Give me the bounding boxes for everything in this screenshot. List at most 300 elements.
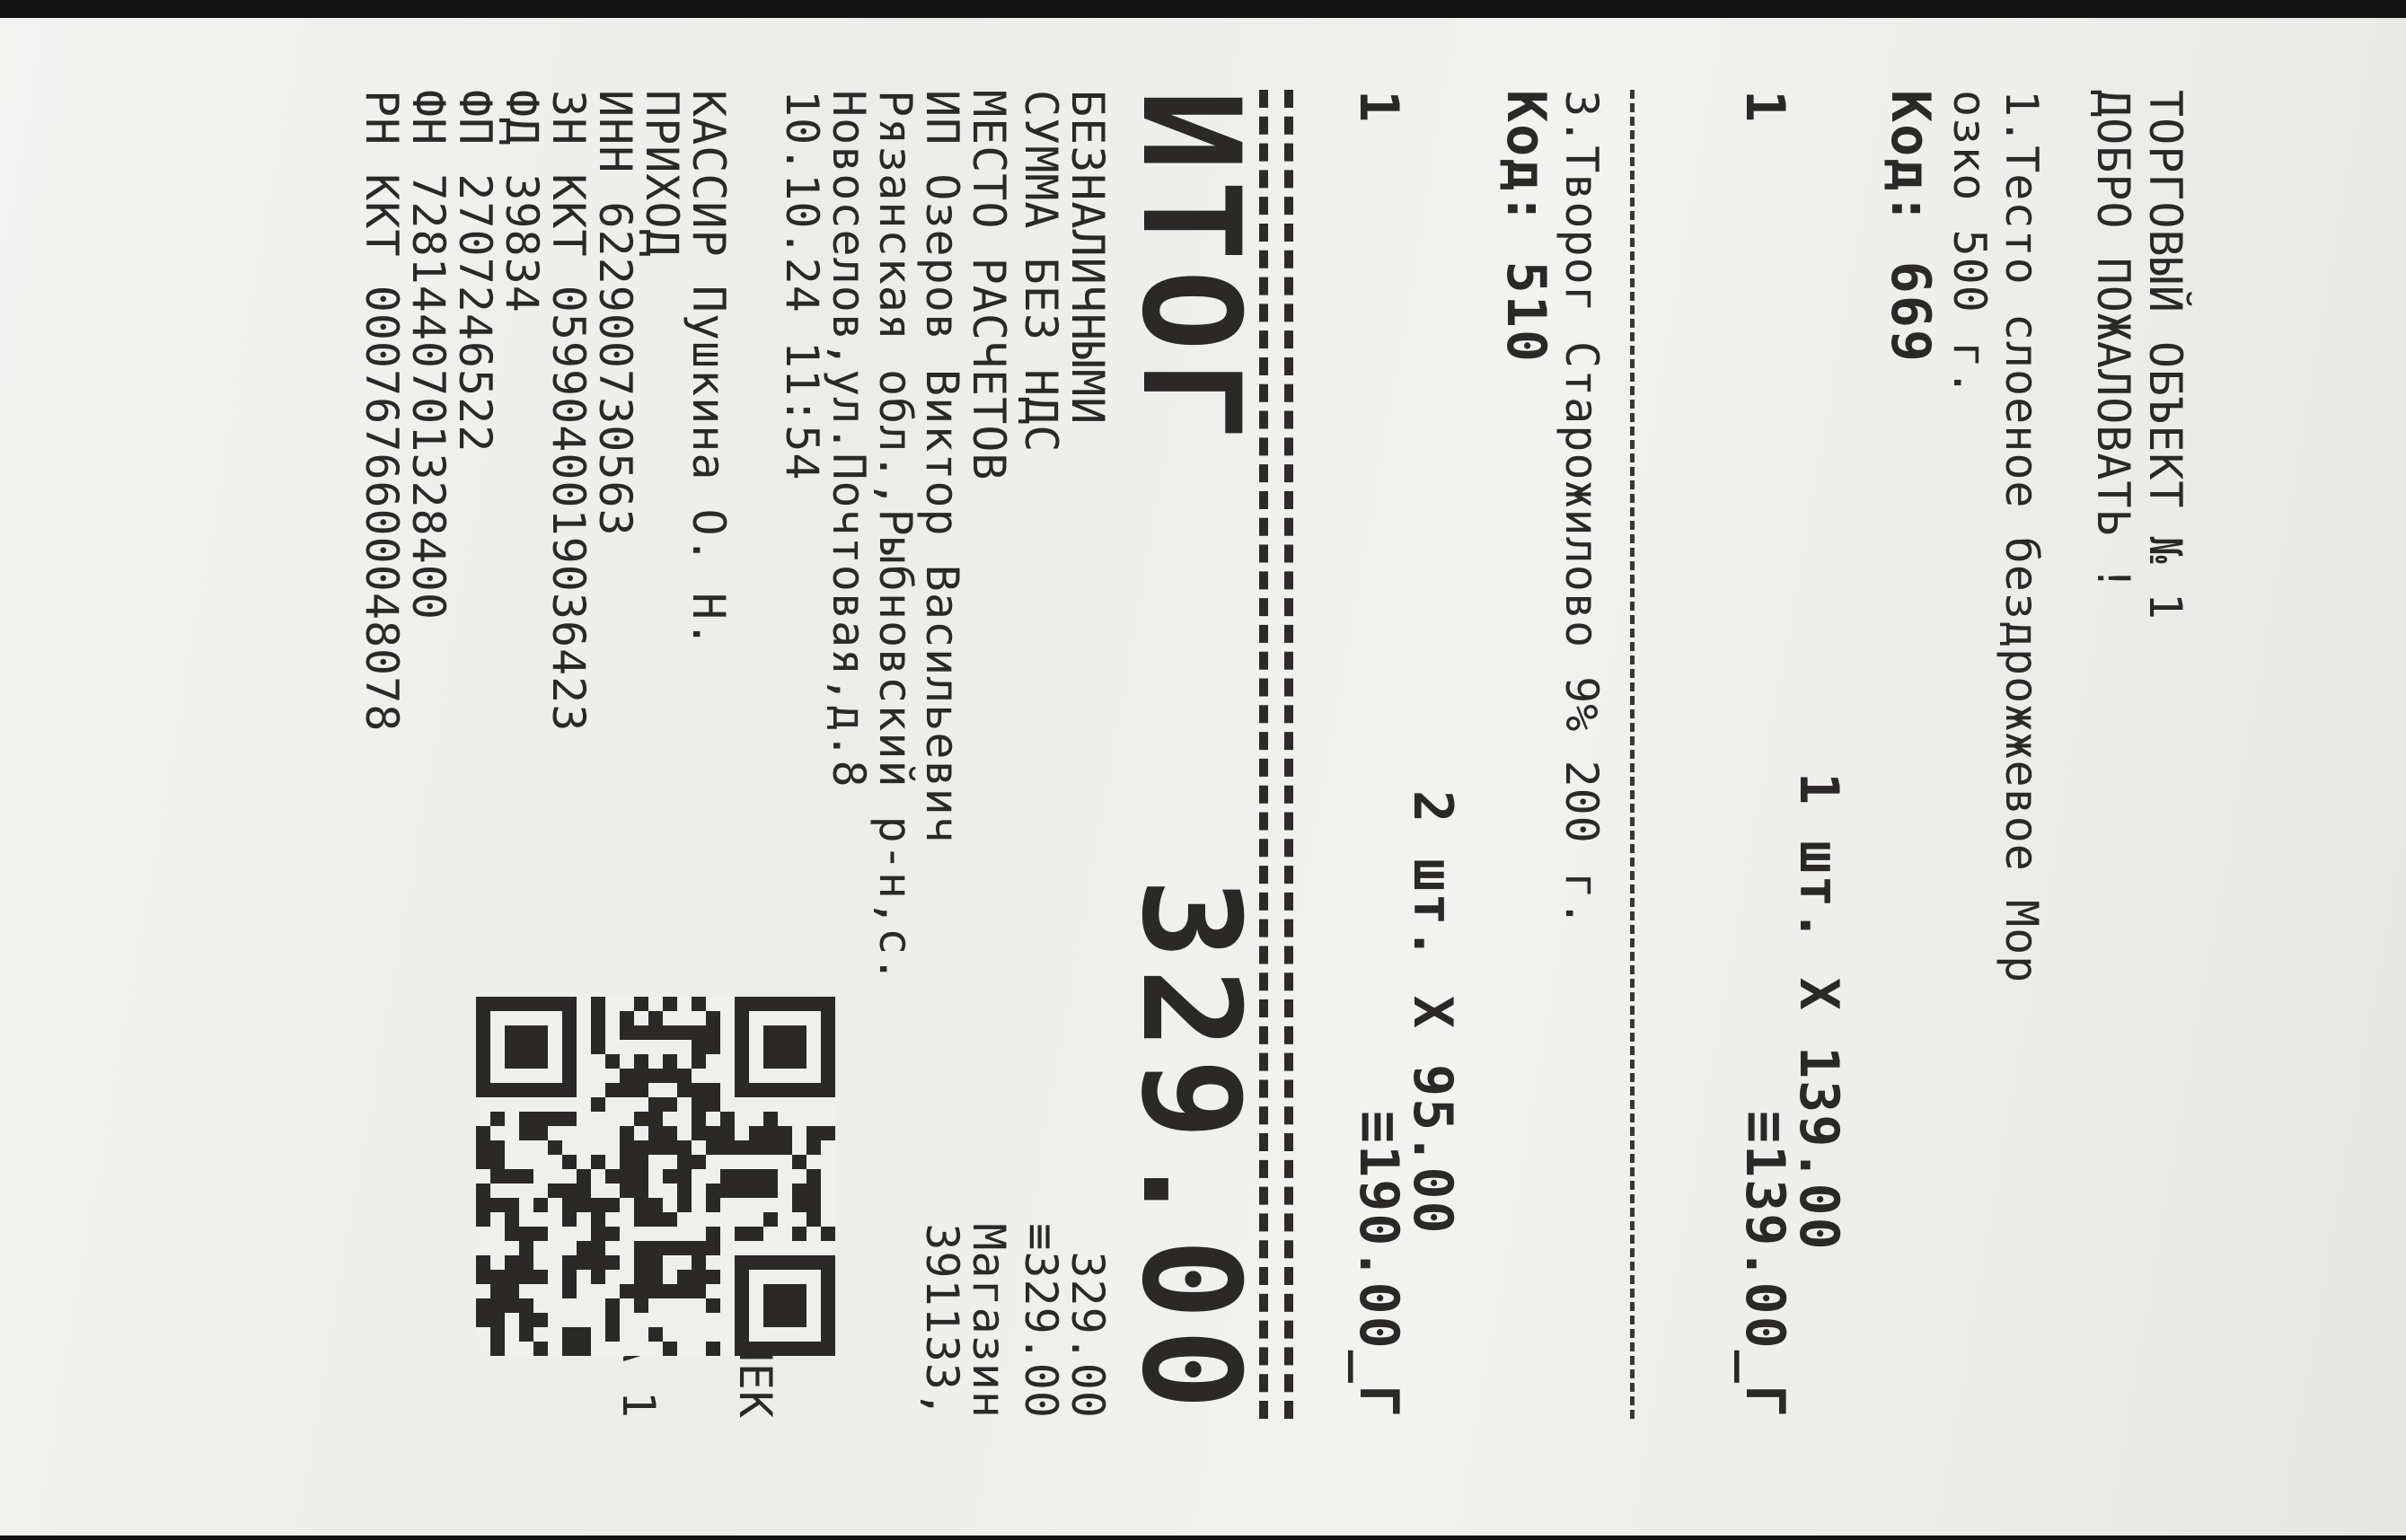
qr-module [749, 1227, 763, 1241]
qr-module [749, 997, 763, 1011]
item-1-index: 1 [1733, 90, 1796, 125]
qr-module [821, 1069, 835, 1083]
qr-module [648, 1241, 663, 1255]
qr-module [476, 1212, 490, 1227]
divider-bold [1284, 90, 1293, 1419]
qr-module [692, 1025, 706, 1040]
qr-module [792, 1083, 806, 1097]
qr-module [821, 1227, 835, 1241]
cashless-value: 329.00 [1062, 1251, 1114, 1419]
qr-module [591, 1025, 605, 1040]
qr-module [735, 1011, 749, 1025]
qr-module [692, 1255, 706, 1270]
qr-module [663, 1126, 677, 1140]
qr-module [519, 1025, 533, 1040]
qr-module [706, 1040, 720, 1054]
qr-module [735, 997, 749, 1011]
qr-module [519, 1054, 533, 1069]
qr-module [519, 1241, 533, 1255]
qr-module [634, 1270, 648, 1284]
qr-module [577, 1255, 591, 1270]
qr-module [735, 1342, 749, 1356]
qr-module [821, 1025, 835, 1040]
qr-module [620, 1184, 634, 1198]
item-1-name-line-2: озко 500 г. [1943, 90, 1996, 398]
qr-module [648, 1212, 663, 1227]
qr-module [692, 1097, 706, 1112]
qr-module [519, 1169, 533, 1184]
qr-module [692, 1155, 706, 1169]
operation: ПРИХОД [636, 90, 688, 258]
qr-module [692, 1054, 706, 1069]
qr-module [562, 1025, 577, 1040]
qr-module [663, 1241, 677, 1255]
qr-module [634, 1155, 648, 1169]
qr-module [519, 1112, 533, 1126]
qr-module [706, 1342, 720, 1356]
qr-module [605, 1054, 620, 1069]
qr-module [792, 1313, 806, 1327]
qr-module [505, 1212, 519, 1227]
qr-module [792, 1040, 806, 1054]
qr-module [519, 1255, 533, 1270]
qr-module [634, 1198, 648, 1212]
qr-module [677, 1155, 692, 1169]
qr-module [677, 1169, 692, 1184]
qr-module [778, 1284, 792, 1298]
qr-module [821, 1126, 835, 1140]
qr-module [577, 1184, 591, 1198]
qr-module [490, 1313, 505, 1327]
rn-kkt: РН ККТ 0007676600048078 [356, 90, 408, 733]
qr-module [778, 1040, 792, 1054]
qr-module [476, 1054, 490, 1069]
qr-module [806, 997, 821, 1011]
qr-module [476, 1298, 490, 1313]
qr-module [505, 1270, 519, 1284]
qr-module [490, 1298, 505, 1313]
qr-module [692, 1112, 706, 1126]
qr-module [720, 1184, 735, 1198]
qr-module [605, 1298, 620, 1313]
qr-module [634, 997, 648, 1011]
qr-module [476, 1255, 490, 1270]
qr-module [605, 1169, 620, 1184]
qr-module [476, 1083, 490, 1097]
divider [1630, 90, 1635, 1419]
qr-module [692, 1284, 706, 1298]
qr-module [620, 1083, 634, 1097]
qr-module [706, 1126, 720, 1140]
qr-module [749, 1184, 763, 1198]
qr-module [778, 1255, 792, 1270]
qr-module [763, 1284, 778, 1298]
qr-module [706, 1184, 720, 1198]
header-line-1: ТОРГОВЫЙ ОБЪЕКТ № 1 [2139, 90, 2191, 620]
qr-module [749, 1342, 763, 1356]
qr-module [677, 1069, 692, 1083]
qr-module [634, 1025, 648, 1040]
qr-module [562, 1155, 577, 1169]
item-2-code: Код: 510 [1494, 90, 1557, 364]
qr-module [706, 1011, 720, 1025]
owner: ИП Озеров Виктор Васильевич [916, 90, 968, 844]
qr-module [476, 997, 490, 1011]
qr-module [763, 1342, 778, 1356]
qr-module [763, 1184, 778, 1198]
qr-module [490, 1342, 505, 1356]
qr-module [505, 1054, 519, 1069]
datetime: 10.10.24 11:54 [776, 90, 828, 481]
qr-module [806, 1083, 821, 1097]
qr-module [476, 1025, 490, 1040]
qr-module [591, 1040, 605, 1054]
qr-module [591, 1097, 605, 1112]
qr-module [763, 1126, 778, 1140]
qr-module [806, 1169, 821, 1184]
qr-module [634, 1112, 648, 1126]
qr-module [490, 1270, 505, 1284]
qr-module [634, 1255, 648, 1270]
fn: ФН 7281440701328400 [402, 90, 454, 620]
qr-module [476, 1126, 490, 1140]
qr-module [735, 1169, 749, 1184]
qr-module [821, 1011, 835, 1025]
qr-module [634, 1083, 648, 1097]
qr-module [792, 1155, 806, 1169]
qr-module [663, 1212, 677, 1227]
qr-module [533, 1040, 548, 1054]
qr-module [763, 1169, 778, 1184]
qr-module [533, 1054, 548, 1069]
qr-module [648, 1126, 663, 1140]
qr-module [562, 1255, 577, 1270]
qr-module [562, 1054, 577, 1069]
qr-module [620, 1169, 634, 1184]
qr-module [692, 1126, 706, 1140]
qr-module [763, 1313, 778, 1327]
qr-module [706, 1025, 720, 1040]
qr-module [720, 1169, 735, 1184]
qr-module [505, 1284, 519, 1298]
qr-module [562, 1342, 577, 1356]
qr-module [490, 1198, 505, 1212]
fiscal-qr-code [476, 997, 835, 1356]
qr-module [591, 1241, 605, 1255]
qr-module [519, 1313, 533, 1327]
qr-module [591, 1270, 605, 1284]
total-value: 329.00 [1112, 878, 1268, 1419]
qr-module [577, 1198, 591, 1212]
qr-module [720, 1140, 735, 1155]
qr-module [562, 1270, 577, 1284]
item-2-total: ≡190.00_Г [1347, 1110, 1410, 1419]
qr-module [749, 1126, 763, 1140]
total-label: ИТОГ [1112, 90, 1268, 451]
qr-module [735, 1069, 749, 1083]
qr-module [605, 1327, 620, 1342]
qr-module [548, 1140, 562, 1155]
qr-module [519, 1270, 533, 1284]
qr-module [476, 1011, 490, 1025]
qr-module [476, 1040, 490, 1054]
qr-module [763, 1054, 778, 1069]
qr-module [505, 1083, 519, 1097]
header-line-2: ДОБРО ПОЖАЛОВАТЬ ! [2087, 90, 2139, 593]
qr-module [778, 1126, 792, 1140]
qr-module [663, 1342, 677, 1356]
qr-module [806, 1140, 821, 1155]
qr-module [533, 1342, 548, 1356]
no-vat-value: ≡329.00 [1015, 1223, 1067, 1419]
qr-module [620, 1025, 634, 1040]
qr-module [648, 1327, 663, 1342]
receipt [54, 90, 2191, 1419]
qr-module [706, 1083, 720, 1097]
qr-module [677, 1284, 692, 1298]
address-line-2: Новоселов,ул.Почтовая,д.8 [823, 90, 875, 788]
qr-module [806, 1342, 821, 1356]
qr-module [634, 1184, 648, 1198]
qr-module [735, 1083, 749, 1097]
qr-module [490, 1083, 505, 1097]
item-1-name-line-1: 1.Тесто слоеное бездрожжевое Мор [1996, 90, 2048, 984]
qr-module [706, 1241, 720, 1255]
qr-module [490, 997, 505, 1011]
qr-module [806, 1126, 821, 1140]
qr-module [821, 1298, 835, 1313]
qr-module [821, 1327, 835, 1342]
qr-module [821, 997, 835, 1011]
qr-module [519, 1126, 533, 1140]
qr-module [735, 1227, 749, 1241]
qr-module [778, 1025, 792, 1040]
qr-module [720, 1112, 735, 1126]
qr-module [548, 997, 562, 1011]
qr-module [519, 997, 533, 1011]
qr-module [648, 1112, 663, 1126]
qr-module [792, 1025, 806, 1040]
qr-module [648, 1198, 663, 1212]
qr-module [634, 1169, 648, 1184]
qr-module [620, 1284, 634, 1298]
qr-module [505, 997, 519, 1011]
qr-module [519, 1298, 533, 1313]
qr-module [605, 1255, 620, 1270]
qr-module [648, 1255, 663, 1270]
qr-module [806, 1184, 821, 1198]
qr-module [620, 1126, 634, 1140]
qr-module [677, 1184, 692, 1198]
qr-module [735, 1327, 749, 1342]
item-2-qty-formula: 2 шт. X 95.00 [1401, 790, 1464, 1236]
qr-module [677, 1025, 692, 1040]
qr-module [806, 1198, 821, 1212]
qr-module [821, 1255, 835, 1270]
qr-module [692, 1083, 706, 1097]
qr-module [562, 997, 577, 1011]
qr-module [706, 1140, 720, 1155]
qr-module [533, 1270, 548, 1284]
qr-module [677, 1083, 692, 1097]
qr-module [778, 997, 792, 1011]
fp: ФП 2707246522 [449, 90, 501, 453]
qr-module [591, 1227, 605, 1241]
qr-module [505, 1227, 519, 1241]
qr-module [519, 1327, 533, 1342]
qr-module [476, 1069, 490, 1083]
qr-module [749, 1140, 763, 1155]
qr-module [490, 1155, 505, 1169]
qr-module [562, 1069, 577, 1083]
qr-module [763, 1040, 778, 1054]
qr-module [792, 1054, 806, 1069]
qr-module [505, 1025, 519, 1040]
qr-module [792, 1255, 806, 1270]
qr-module [490, 1284, 505, 1298]
qr-module [562, 1198, 577, 1212]
qr-module [648, 1011, 663, 1025]
qr-module [533, 1198, 548, 1212]
qr-module [648, 1140, 663, 1155]
qr-module [634, 1054, 648, 1069]
qr-module [490, 1327, 505, 1342]
qr-module [562, 1284, 577, 1298]
qr-module [821, 1270, 835, 1284]
qr-module [490, 1112, 505, 1126]
qr-module [591, 997, 605, 1011]
qr-module [634, 1069, 648, 1083]
qr-module [720, 1126, 735, 1140]
qr-module [792, 1284, 806, 1298]
qr-module [677, 1140, 692, 1155]
qr-module [778, 1313, 792, 1327]
qr-module [763, 997, 778, 1011]
qr-module [548, 1112, 562, 1126]
qr-module [490, 1140, 505, 1155]
qr-module [749, 1255, 763, 1270]
no-vat-label: СУММА БЕЗ НДС [1015, 90, 1067, 453]
qr-module [663, 1140, 677, 1155]
item-1-total: ≡139.00_Г [1733, 1110, 1796, 1419]
postal-index: 391133, [916, 1223, 968, 1419]
qr-module [533, 1313, 548, 1327]
zn-kkt: ЗН ККТ 0599040019036423 [542, 90, 595, 733]
qr-module [591, 1198, 605, 1212]
qr-module [519, 1227, 533, 1241]
qr-module [706, 1298, 720, 1313]
qr-module [706, 1097, 720, 1112]
qr-module [735, 1140, 749, 1155]
qr-module [706, 1198, 720, 1212]
qr-module [476, 1270, 490, 1284]
qr-module [562, 1327, 577, 1342]
qr-module [533, 997, 548, 1011]
qr-module [605, 1198, 620, 1212]
qr-module [763, 1212, 778, 1227]
qr-module [663, 1025, 677, 1040]
qr-module [821, 1284, 835, 1298]
qr-module [476, 1198, 490, 1212]
qr-module [634, 1241, 648, 1255]
qr-module [476, 1140, 490, 1155]
qr-module [677, 1198, 692, 1212]
qr-module [562, 1212, 577, 1227]
qr-module [620, 1140, 634, 1155]
qr-module [706, 1270, 720, 1284]
qr-module [548, 1184, 562, 1198]
qr-module [778, 1054, 792, 1069]
qr-module [577, 1327, 591, 1342]
qr-module [605, 1313, 620, 1327]
qr-module [763, 1083, 778, 1097]
qr-module [821, 1040, 835, 1054]
qr-module [677, 1241, 692, 1255]
qr-module [634, 1140, 648, 1155]
qr-module [692, 997, 706, 1011]
qr-module [476, 1155, 490, 1169]
qr-module [663, 997, 677, 1011]
qr-module [605, 1083, 620, 1097]
qr-module [605, 1227, 620, 1241]
qr-module [548, 1083, 562, 1097]
qr-module [677, 1270, 692, 1284]
qr-module [806, 1212, 821, 1227]
qr-module [778, 1140, 792, 1155]
qr-module [505, 1298, 519, 1313]
qr-module [620, 1011, 634, 1025]
qr-module [577, 1342, 591, 1356]
qr-module [792, 1198, 806, 1212]
qr-module [792, 1184, 806, 1198]
address-line-1: Рязанская обл.,Рыбновский р-н,с. [869, 90, 921, 984]
qr-module [562, 1040, 577, 1054]
item-2-name: 3.Творог Старожилово 9% 200 г. [1556, 90, 1608, 928]
qr-module [490, 1169, 505, 1184]
qr-module [778, 1298, 792, 1313]
qr-module [763, 1298, 778, 1313]
qr-module [519, 1083, 533, 1097]
qr-module [648, 1025, 663, 1040]
qr-module [562, 1083, 577, 1097]
qr-module [763, 1255, 778, 1270]
qr-module [634, 1212, 648, 1227]
qr-module [591, 1155, 605, 1169]
qr-module [577, 1169, 591, 1184]
item-1-code: Код: 669 [1879, 90, 1942, 364]
qr-module [735, 1184, 749, 1198]
qr-module [735, 1025, 749, 1040]
qr-module [505, 1255, 519, 1270]
qr-module [505, 1198, 519, 1212]
qr-module [735, 1040, 749, 1054]
qr-module [735, 1255, 749, 1270]
qr-module [620, 1069, 634, 1083]
qr-module [692, 1270, 706, 1284]
qr-module [533, 1126, 548, 1140]
qr-module [577, 1241, 591, 1255]
qr-module [792, 1342, 806, 1356]
qr-module [749, 1169, 763, 1184]
qr-module [821, 1342, 835, 1356]
qr-module [533, 1083, 548, 1097]
qr-module [533, 1112, 548, 1126]
qr-module [792, 1298, 806, 1313]
qr-module [749, 1083, 763, 1097]
qr-module [821, 1054, 835, 1069]
qr-module [735, 1298, 749, 1313]
qr-module [692, 1040, 706, 1054]
